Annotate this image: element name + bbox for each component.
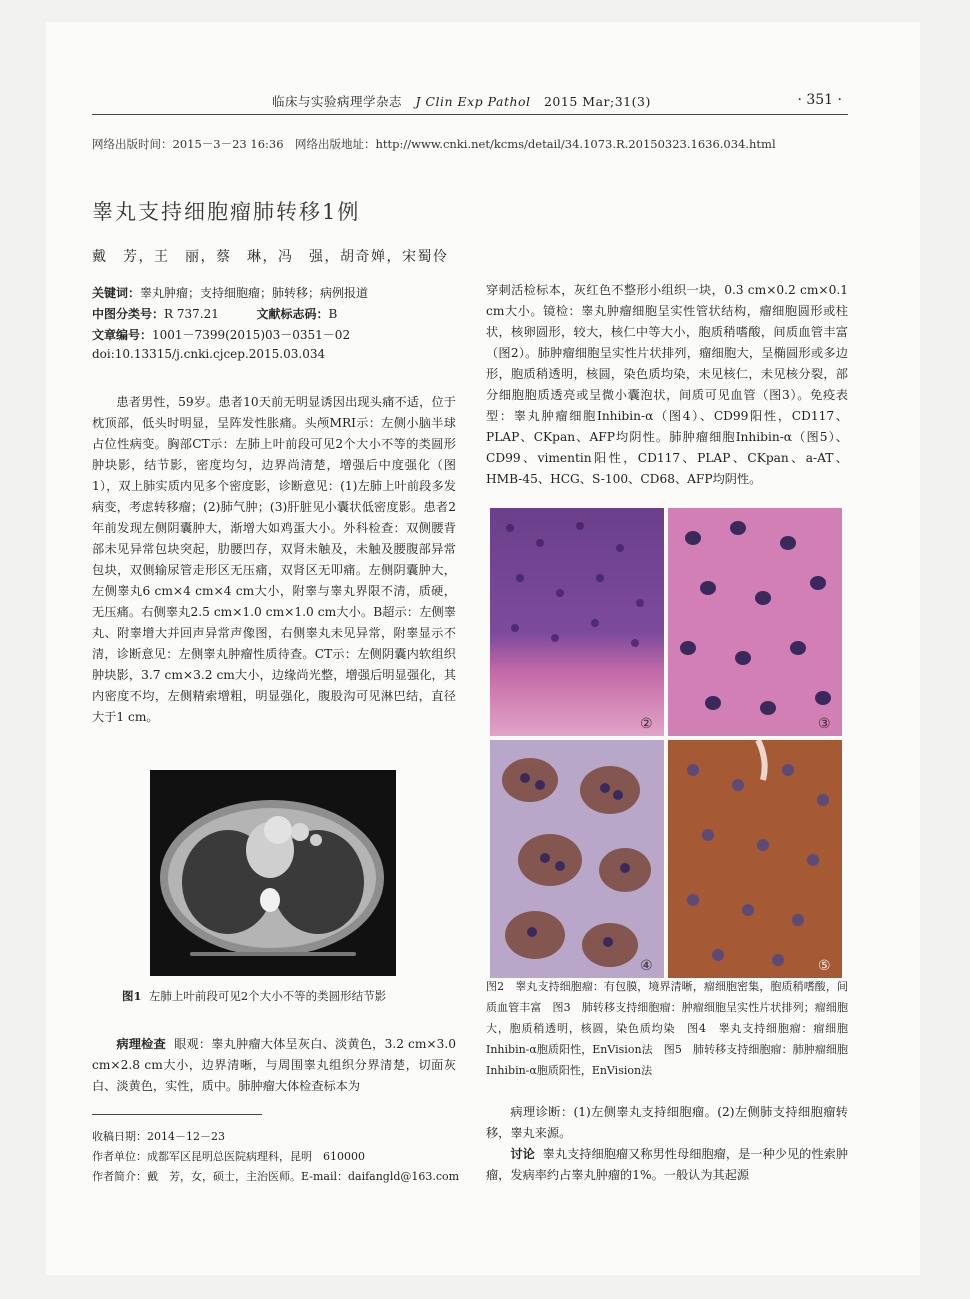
- microscopy-paragraph: 穿刺活检标本，灰红色不整形小组织一块，0.3 cm×0.2 cm×0.1 cm大小。镜检：睾丸肿瘤细胞呈实性管状结构，瘤细胞圆形或柱状，核卵圆形，较大，核仁中等大小，胞质稍嗜酸，间质血管丰富（图2）。肺肿瘤细胞呈实性片状排列，瘤细胞大，呈椭圆形或多边形，胞质稍透明，核圆，染色质均染，未见核仁，未见核分裂，部分细胞胞质透亮或呈微小囊泡状，间质可见血管（图3）。免疫表型：睾丸肿瘤细胞Inhibin-α（图4）、CD99阳性，CD117、PLAP、CKpan、AFP均阴性。肺肿瘤细胞Inhibin-α（图5）、CD99、vimentin阳性，CD117、PLAP、CKpan、a-AT、HMB-45、HCG、S-100、CD68、AFP均阴性。: [486, 283, 848, 486]
- figure-3-label: ③: [818, 716, 831, 732]
- doccode-label: 文献标志码：: [256, 307, 329, 321]
- article-number-line: [92, 326, 462, 343]
- authors: 戴 芳，王 丽，蔡 琳，冯 强，胡奇婵，宋蜀伶: [92, 249, 449, 265]
- pathology-label: 病理检查: [116, 1037, 166, 1051]
- received-date: 收稿日期：2014－12－23: [92, 1130, 225, 1143]
- keywords-line: [92, 284, 462, 301]
- issue: 2015 Mar;31(3): [543, 94, 651, 109]
- classification-line: [92, 305, 462, 322]
- journal-en: J Clin Exp Pathol: [415, 94, 531, 109]
- figure-4-label: ④: [640, 958, 653, 974]
- article-title: 睾丸支持细胞瘤肺转移1例: [92, 200, 361, 224]
- figure-1-label: 图1: [122, 989, 142, 1003]
- figure-1-caption-text: 左肺上叶前段可见2个大小不等的类圆形结节影: [148, 989, 387, 1003]
- footnote-rule: [92, 1114, 262, 1115]
- clc-label: 中图分类号：: [92, 307, 165, 321]
- keywords: 睾丸肿瘤；支持细胞瘤；肺转移；病例报道: [140, 286, 369, 300]
- figures-2-5-caption: 图2 睾丸支持细胞瘤：有包膜，境界清晰，瘤细胞密集，胞质稍嗜酸，间质血管丰富 图3 肺转移支持细胞瘤：肿瘤细胞呈实性片状排列；瘤细胞大，胞质稍透明，核圆，染色质均染 图4 睾丸支持细胞瘤：瘤细胞Inhibin-α胞质阳性，EnVision法 图5 肺转移支持细胞瘤：肺肿瘤细胞Inhibin-α胞质阳性，EnVision法: [486, 980, 848, 1077]
- doi: doi:10.13315/j.cnki.cjcep.2015.03.034: [92, 347, 326, 361]
- figure-4-micrograph: [490, 740, 664, 978]
- case-paragraph: 患者男性，59岁。患者10天前无明显诱因出现头痛不适，位于枕顶部，低头时明显，呈阵发性胀痛。头颅MRI示：左侧小脑半球占位性病变。胸部CT示：左肺上叶前段可见2个大小不等的类圆形肿块影，结节影，密度均匀，边界尚清楚，增强后中度强化（图1），双上肺实质内见多个密度影，诊断意见：(1)左肺上叶前段多发病变，考虑转移瘤；(2)肺气肿；(3)肝脏见小囊状低密度影。患者2年前发现左侧阴囊肿大，渐增大如鸡蛋大小。外科检查：双侧腰背部未见异常包块突起，肋腰凹存，双肾未触及，未触及腰腹部异常包块，双侧输尿管走形区无压痛，双肾区无叩痛。左侧阴囊肿大，左侧睾丸6 cm×4 cm×4 cm大小，附睾与睾丸界限不清，质硬，无压痛。右侧睾丸2.5 cm×1.0 cm×1.0 cm大小。B超示：左侧睾丸、附睾增大并回声异常声像图，右侧睾丸未见异常，附睾显示不清，诊断意见：左侧睾丸肿瘤性质待查。CT示：左侧阴囊内软组织肿块影，3.7 cm×3.2 cm大小，边缘尚光整，增强后明显强化，其内密度不均，左侧精索增粗，明显强化，腹股沟可见淋巴结，直径大于1 cm。: [92, 395, 456, 724]
- right-column-body: [486, 280, 848, 490]
- page-number: · 351 ·: [797, 92, 842, 108]
- figure-5-micrograph: [668, 740, 842, 978]
- figure-1-caption: [122, 986, 452, 1007]
- author-affiliation: 作者单位：成都军区昆明总医院病理科，昆明 610000: [92, 1150, 365, 1163]
- running-header: [272, 92, 651, 110]
- article-label: 文章编号：: [92, 328, 153, 342]
- diagnosis-paragraph: 病理诊断：(1)左侧睾丸支持细胞瘤。(2)左侧肺支持细胞瘤转移，睾丸来源。: [486, 1105, 848, 1140]
- discussion-text: 睾丸支持细胞瘤又称男性母细胞瘤，是一种少见的性索肿瘤，发病率约占睾丸肿瘤的1%。一般认为其起源: [486, 1147, 849, 1182]
- keywords-label: 关键词：: [92, 286, 141, 300]
- author-bio: 作者简介：戴 芳，女，硕士，主治医师。E-mail：daifangld@163.com: [92, 1170, 460, 1183]
- journal-cn: 临床与实验病理学杂志: [272, 94, 403, 109]
- right-column-end: [486, 1102, 848, 1186]
- pathology-paragraph: [92, 1034, 456, 1097]
- pub-info: 网络出版时间：2015－3－23 16:36 网络出版地址：http://www.cnki.net/kcms/detail/34.1073.R.20150323.1636.034.html: [92, 137, 776, 151]
- header-rule: [92, 114, 848, 115]
- figure-3-micrograph: [668, 508, 842, 736]
- figure-2-micrograph: [490, 508, 664, 736]
- pathology-text: 眼观：睾丸肿瘤大体呈灰白、淡黄色，3.2 cm×3.0 cm×2.8 cm大小，边界清晰，与周围睾丸组织分界清楚，切面灰白、淡黄色，实性，质中。肺肿瘤大体检查标本为: [92, 1037, 456, 1093]
- figure-5-label: ⑤: [818, 958, 831, 974]
- discussion-label: 讨论: [510, 1147, 535, 1161]
- left-column-body: [92, 392, 456, 728]
- figure-2-label: ②: [640, 716, 653, 732]
- doccode: B: [328, 307, 338, 321]
- article-number: 1001－7399(2015)03－0351－02: [152, 328, 351, 342]
- clc: R 737.21: [164, 307, 219, 321]
- figure-1-ct-image: [150, 770, 396, 976]
